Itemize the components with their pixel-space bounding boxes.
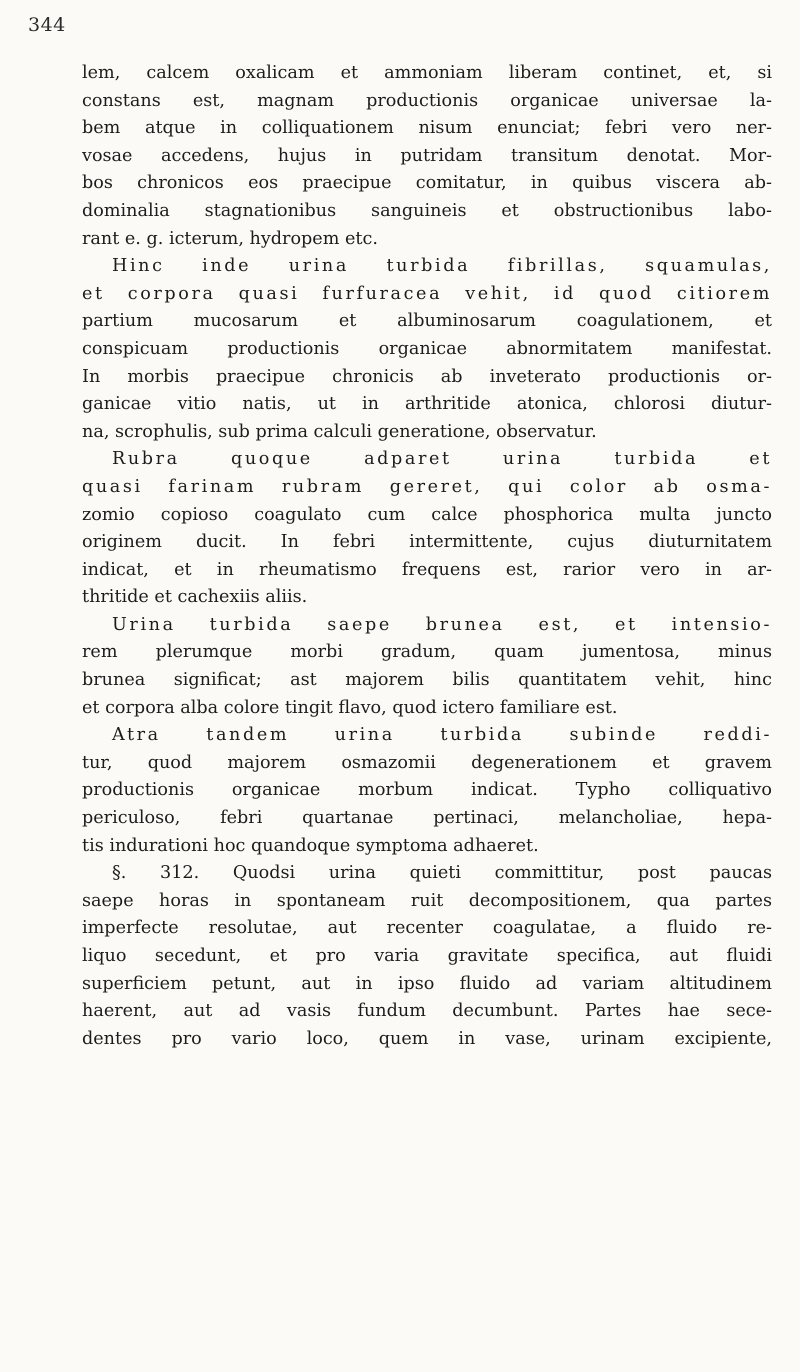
text-line: dentes pro vario loco, quem in vase, urinam excipiente, [82,1028,772,1049]
text-line: bos chronicos eos praecipue comitatur, in quibus viscera ab- [82,173,772,194]
text-line: In morbis praecipue chronicis ab inveterato productionis or- [82,366,772,387]
page-number: 344 [28,14,66,36]
text-line: imperfecte resolutae, aut recenter coagulatae, a fluido re- [82,918,772,939]
text-line: lem, calcem oxalicam et ammoniam liberam continet, et, si [82,63,772,83]
text-line: saepe horas in spontaneam ruit decompositionem, qua partes [82,890,772,911]
text-line: haerent, aut ad vasis fundum decumbunt. Partes hae sece- [82,1001,772,1022]
text-line: Atra tandem urina turbida subinde reddi- [112,725,772,746]
text-line: rem plerumque morbi gradum, quam jumentosa, minus [82,642,772,663]
text-line: Rubra quoque adparet urina turbida et [112,449,772,470]
text-line: brunea significat; ast majorem bilis quantitatem vehit, hinc [82,670,772,691]
text-line: productionis organicae morbum indicat. Typho colliquativo [82,780,772,801]
text-line: constans est, magnam productionis organicae universae la- [82,90,772,111]
text-line: periculoso, febri quartanae pertinaci, melancholiae, hepa- [82,808,772,829]
text-line: vosae accedens, hujus in putridam transitum denotat. Mor- [82,145,772,166]
text-line: tur, quod majorem osmazomii degenerationem et gravem [82,752,772,773]
text-line: bem atque in colliquationem nisum enunciat; febri vero ner- [82,118,772,139]
text-line: §. 312. Quodsi urina quieti committitur, post paucas [112,863,772,884]
text-line: ganicae vitio natis, ut in arthritide atonica, chlorosi diutur- [82,394,772,415]
text-line: conspicuam productionis organicae abnormitatem manifestat. [82,338,772,359]
text-line: zomio copioso coagulato cum calce phosphorica multa juncto [82,504,772,525]
text-line: originem ducit. In febri intermittente, cujus diuturnitatem [82,532,772,553]
text-line: na, scrophulis, sub prima calculi generatione, observatur. [82,421,597,442]
text-line: Urina turbida saepe brunea est, et intensio- [112,614,772,635]
text-line: indicat, et in rheumatismo frequens est, rarior vero in ar- [82,559,772,580]
text-line: superficiem petunt, aut in ipso fluido ad variam altitudinem [82,973,772,994]
text-line: et corpora alba colore tingit flavo, quod ictero familiare est. [82,697,618,718]
text-line: liquo secedunt, et pro varia gravitate specifica, aut fluidi [82,946,772,966]
text-line: Hinc inde urina turbida fibrillas, squamulas, [112,256,772,277]
body-text [82,60,772,1053]
text-line: et corpora quasi furfuracea vehit, id quod citiorem [82,283,772,304]
text-line: quasi farinam rubram gereret, qui color ab osma- [82,476,772,497]
text-line: partium mucosarum et albuminosarum coagulationem, et [82,311,772,332]
text-line: dominalia stagnationibus sanguineis et obstructionibus labo- [82,200,772,221]
text-line: rant e. g. icterum, hydropem etc. [82,228,378,249]
text-line: thritide et cachexiis aliis. [82,587,308,608]
text-line: tis indurationi hoc quandoque symptoma adhaeret. [82,835,539,856]
